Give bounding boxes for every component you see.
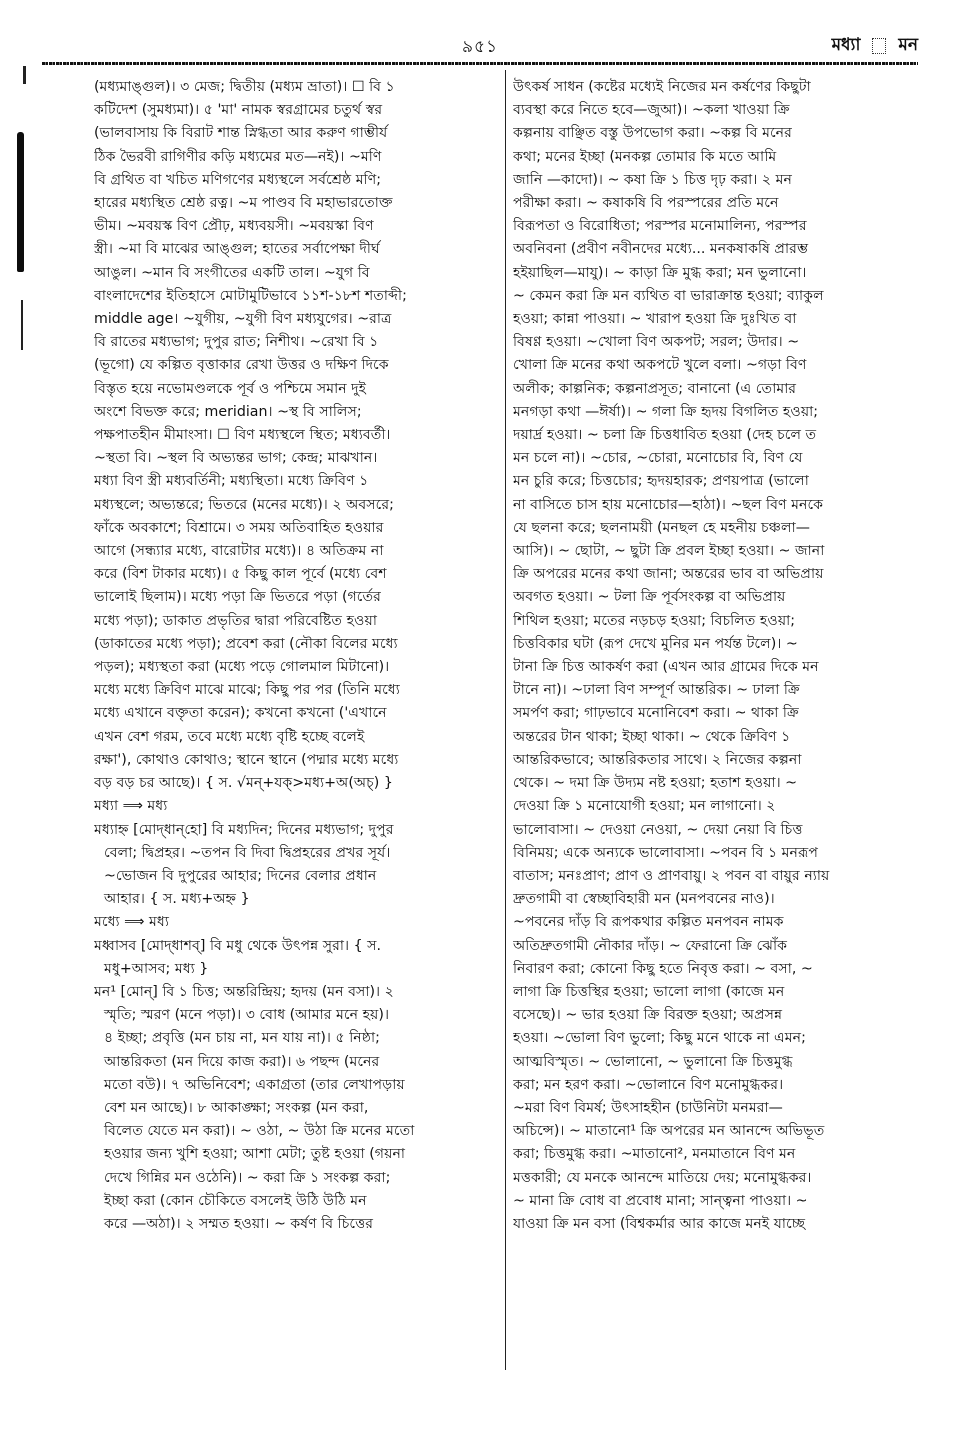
scan-speck [23,66,26,84]
scan-edge-mark [17,132,24,272]
dictionary-line: থেকে। ~ দমা ক্রি উদ্যম নষ্ট হওয়া; হতাশ হওয়া। ~ [513,775,798,792]
dictionary-line: (ভূগো) যে কল্পিত বৃত্তাকার রেখা উত্তর ও দক্ষিণ দিকে [94,357,389,374]
dictionary-line: বিরূপতা ও বিরোধিতা; পরস্পর মনোমালিন্য, পরস্পর [513,218,807,235]
dictionary-line: শিথিল হওয়া; মতের নড়চড় হওয়া; বিচলিত হওয়া; [513,612,796,629]
column-divider [505,70,506,1370]
dictionary-line: খোলা ক্রি মনের কথা অকপটে খুলে বলা। ~গড়া বিণ [513,357,807,374]
dictionary-line: হারের মধ্যস্থিত শ্রেষ্ঠ রত্ন। ~ম পাণ্ডব বি মহাভারতোক্ত [94,195,393,212]
dictionary-line: স্মৃতি; স্মরণ (মনে পড়া)। ৩ বোধ (আমার মনে হয়)। [104,1007,390,1024]
dictionary-line: আগে (সন্ধ্যার মধ্যে, বারোটার মধ্যে)। ৪ অতিক্রম না [94,543,384,560]
dictionary-line: এখন বেশ গরম, তবে মধ্যে মধ্যে বৃষ্টি হচ্ছে বলেই [94,728,365,745]
dictionary-line: আত্মবিস্মৃত। ~ ভোলানো, ~ ভুলানো ক্রি চিত্তমুগ্ধ [513,1053,793,1070]
dictionary-line: অংশে বিভক্ত করে; meridian। ~স্থ বি সালিস; [94,403,362,420]
dictionary-line: চিত্তবিকার ঘটা (রূপ দেখে মুনির মন পর্যন্ত টলে)। ~ [513,635,798,652]
dictionary-line: স্ত্রী। ~মা বি মাঝের আঙ্গুল; হাতের সর্বাপেক্ষা দীর্ঘ [94,241,380,258]
dictionary-line: ~ কেমন করা ক্রি মন ব্যথিত বা ভারাক্রান্ত হওয়া; ব্যাকুল [513,287,824,304]
dictionary-line: ~স্থতা বি। ~স্থল বি অভ্যন্তর ভাগ; কেন্দ্র; মাঝখান। [94,450,378,467]
dictionary-line: টানা ক্রি চিত্ত আকর্ষণ করা (এখন আর গ্রামের দিকে মন [513,659,819,676]
dictionary-line: (ডাকাতের মধ্যে পড়া); প্রবেশ করা (নৌকা বিলের মধ্যে [94,635,398,652]
dictionary-line: জানি —কাদো)। ~ কষা ক্রি ১ চিত্ত দৃঢ় করা। ২ মন [513,171,792,188]
dictionary-line: পড়ল); মধ্যস্থতা করা (মধ্যে পড়ে গোলমাল মিটানো)। [94,659,390,676]
dictionary-line: হওয়ার জন্য খুশি হওয়া; আশা মেটা; তুষ্ট হওয়া (গয়না [104,1146,406,1163]
dictionary-line: লাগা ক্রি চিত্তস্থির হওয়া; ভালো লাগা (কাজে মন [513,983,785,1000]
dictionary-line: অবনিবনা (প্রবীণ নবীনদের মধ্যে... মনকষাকষি প্রারম্ভ [513,241,809,258]
dictionary-line: অন্তরের টান থাকা; ইচ্ছা থাকা। ~ থেকে ক্রিবিণ ১ [513,728,791,745]
dictionary-line: দয়ার্দ্র হওয়া। ~ চলা ক্রি চিত্তধাবিত হওয়া (দেহ চলে ত [513,427,817,444]
dictionary-line: মধ্যে এখানে বক্তৃতা করেন); কখনো কখনো ('এখানে [94,705,387,722]
dictionary-line: হইয়াছিল—মাযু)। ~ কাড়া ক্রি মুগ্ধ করা; মন ভুলানো। [513,264,807,281]
dictionary-line: ~ভোজন বি দুপুরের আহার; দিনের বেলার প্রধান [104,867,377,884]
right-column [513,76,918,1236]
dictionary-line: আঙুল। ~মান বি সংগীতের একটি তাল। ~যুগ বি [94,264,370,281]
dictionary-line: আন্তরিকতা (মন দিয়ে কাজ করা)। ৬ পছন্দ (মনের [104,1053,380,1070]
dictionary-line: মধ্যা বিণ স্ত্রী মধ্যবর্তিনী; মধ্যস্থিতা। মধ্যে ক্রিবিণ ১ [94,473,369,490]
dictionary-line: মন¹ [মোন্‌] বি ১ চিত্ত; অন্তরিন্দ্রিয়; হৃদয় (মন বসা)। ২ [94,983,394,1000]
dictionary-line: বেশ মন আছে)। ৮ আকাঙ্ক্ষা; সংকল্প (মন করা, [104,1099,369,1116]
dictionary-line: বিনিময়; একে অন্যকে ভালোবাসা। ~পবন বি ১ মনরূপ [513,844,818,861]
dotted-box-icon [872,38,886,54]
dictionary-line: করা; মন হরণ করা। ~ভোলানে বিণ মনোমুগ্ধকর। [513,1076,784,1093]
dictionary-line: মত্তকারী; যে মনকে আনন্দে মাতিয়ে দেয়; মনোমুগ্ধকর। [513,1169,812,1186]
dictionary-line: বি রাতের মধ্যভাগ; দুপুর রাত; নিশীথ। ~রেখা বি ১ [94,334,379,351]
dictionary-line: কথা; মনের ইচ্ছা (মনকল্প তোমার কি মতে আমি [513,148,777,165]
dictionary-line: ৪ ইচ্ছা; প্রবৃত্তি (মন চায় না, মন যায় না)। ৫ নিষ্ঠা; [104,1030,380,1047]
dictionary-line: আসি)। ~ ছোটা, ~ ছুটা ক্রি প্রবল ইচ্ছা হওয়া। ~ জানা [513,543,825,560]
dictionary-line: ভীম। ~মবয়স্ক বিণ প্রৌঢ়, মধ্যবয়সী। ~মবয়স্কা বিণ [94,218,374,235]
dictionary-line: বি গ্রথিত বা খচিত মণিগণের মধ্যস্থলে সর্বশ্রেষ্ঠ মণি; [94,171,382,188]
dictionary-line: (ভালবাসায় কি বিরাট শান্ত স্নিগ্ধতা আর করুণ গাম্ভীর্য [94,125,388,142]
dictionary-line: রক্ষা'), কোথাও কোথাও; স্থানে স্থানে (পদ্মার মধ্যে মধ্যে [94,751,399,768]
dictionary-line: মধ্যে মধ্যে ক্রিবিণ মাঝে মাঝে; কিছু পর পর (তিনি মধ্যে [94,682,400,699]
dictionary-line: ইচ্ছা করা (কোন চৌকিতে বসলেই উঠি উঠি মন [104,1192,367,1209]
left-column [94,76,499,1236]
dictionary-line: ক্রি অপরের মনের কথা জানা; অন্তরের ভাব বা অভিপ্রায় [513,566,824,583]
dictionary-line: বিলেত যেতে মন করা)। ~ ওঠা, ~ উঠা ক্রি মনের মতো [104,1123,415,1140]
dictionary-line: অতিদ্রুতগামী নৌকার দাঁড়। ~ ফেরানো ক্রি ঝোঁক [513,937,788,954]
dictionary-line: পক্ষপাতহীন মীমাংসা। ☐ বিণ মধ্যস্থলে স্থিত; মধ্যবর্তী। [94,427,391,444]
dictionary-line: দেখে গিন্নির মন ওঠেনি)। ~ করা ক্রি ১ সংকল্প করা; [104,1169,391,1186]
dictionary-line: আন্তরিকভাবে; আন্তরিকতার সাথে। ২ নিজের কল্পনা [513,751,802,768]
dictionary-line: বাতাস; মনঃপ্রাণ; প্রাণ ও প্রাণবায়ু। ২ পবন বা বায়ুর ন্যায় [513,867,830,884]
dictionary-line: দেওয়া ক্রি ১ মনোযোগী হওয়া; মন লাগানো। ২ [513,798,776,815]
dictionary-line: কল্পনায় বাঞ্ছিত বস্তু উপভোগ করা। ~কল্প বি মনের [513,125,792,142]
dictionary-line: বিষণ্ণ হওয়া। ~খোলা বিণ অকপট; সরল; উদার। ~ [513,334,800,351]
dictionary-line: মধ্যস্থলে; অভ্যন্তরে; ভিতরে (মনের মধ্যে)। ২ অবসরে; [94,496,394,513]
dictionary-line: ~মরা বিণ বিমর্ষ; উৎসাহহীন (চাউনিটা মনমরা— [513,1099,783,1116]
dictionary-line: ঠিক ভৈরবী রাগিণীর কড়ি মধ্যমের মত—নই)। ~মণি [94,148,382,165]
dictionary-line: করে —অঠা)। ২ সম্মত হওয়া। ~ কর্ষণ বি চিত্তের [104,1215,374,1232]
dictionary-line: দ্রুতগামী বা স্বেচ্ছাবিহারী মন (মনপবনের নাও)। [513,891,775,908]
scan-speck [21,300,23,350]
dictionary-line: বড় বড় চর আছে)। { স. √মন্+যক্>মধ্য+অ(অচ্) } [94,775,393,792]
dictionary-line: বেলা; দ্বিপ্রহর। ~তপন বি দিবা দ্বিপ্রহরের প্রখর সূর্য। [104,844,391,861]
dictionary-line: অবগত হওয়া। ~ টলা ক্রি পূর্বসংকল্প বা অভিপ্রায় [513,589,786,606]
dictionary-line: মধ্যে পড়া); ডাকাত প্রভৃতির দ্বারা পরিবেষ্টিত হওয়া [94,612,377,629]
dictionary-line: উৎকর্ষ সাধন (কষ্টের মধ্যেই নিজের মন কর্ষণের কিছুটা [513,79,811,95]
dictionary-line: কটিদেশ (সুমধ্যমা)। ৫ 'মা' নামক স্বরগ্রামের চতুর্থ স্বর [94,102,383,119]
dictionary-line: টানে না)। ~ঢালা বিণ সম্পূর্ণ আন্তরিক। ~ ঢালা ক্রি [513,682,800,699]
dictionary-line: ~ মানা ক্রি বোধ বা প্রবোধ মানা; সান্ত্বনা পাওয়া। ~ [513,1192,808,1209]
dictionary-line: বিস্তৃত হয়ে নভোমণ্ডলকে পূর্ব ও পশ্চিমে সমান দুই [94,380,366,397]
dictionary-line: অচিন্সে)। ~ মাতানো¹ ক্রি অপরের মন আনন্দে অভিভূত [513,1123,825,1140]
dictionary-line: হওয়া। ~ভোলা বিণ ভুলো; কিছু মনে থাকে না এমন; [513,1030,806,1047]
dictionary-line: মধ্যে ⟹ মধ্য [94,914,169,931]
running-head-first-word: মধ্যা [831,35,861,55]
header-rule [42,62,918,65]
dictionary-line: বাংলাদেশের ইতিহাসে মোটামুটিভাবে ১১শ-১৮শ শতাব্দী; [94,287,407,304]
dictionary-line: মধ্যাহ্ন [মোদ্‌ধান্‌হো] বি মধ্যদিন; দিনের মধ্যভাগ; দুপুর [94,821,394,838]
page-number: ৯৫১ [461,37,499,57]
dictionary-line: মধু+আসব; মধ্য } [104,960,209,977]
dictionary-line: মতো বউ)। ৭ অভিনিবেশ; একাগ্রতা (তার লেখাপড়ায় [104,1076,405,1093]
dictionary-line: ব্যবস্থা করে নিতে হবে—জুআ)। ~কলা খাওয়া ক্রি [513,102,790,119]
dictionary-line: ভালোই ছিলাম)। মধ্যে পড়া ক্রি ভিতরে পড়া (গর্তের [94,589,381,606]
dictionary-line: মনগড়া কথা —ঈর্ষা)। ~ গলা ক্রি হৃদয় বিগলিত হওয়া; [513,403,819,420]
dictionary-line: হওয়া; কান্না পাওয়া। ~ খারাপ হওয়া ক্রি দুঃখিত বা [513,311,797,328]
dictionary-line: (মধ্যমাঙ্গুল)। ৩ মেজ; দ্বিতীয় (মধ্যম ভ্রাতা)। ☐ বি ১ [94,79,395,95]
dictionary-line: middle age। ~যুগীয়, ~যুগী বিণ মধ্যযুগের। ~রাত্র [94,311,392,328]
dictionary-line: মন চলে না)। ~চোর, ~চোরা, মনোচোর বি, বিণ যে [513,450,803,467]
dictionary-line: পরীক্ষা করা। ~ কষাকষি বি পরস্পরের প্রতি মনে [513,195,779,212]
dictionary-line: করে (বিশ টাকার মধ্যে)। ৫ কিছু কাল পূর্বে (মধ্যে বেশ [94,566,387,583]
dictionary-line: যাওয়া ক্রি মন বসা (বিশ্বকর্মার আর কাজে মনই যাচ্ছে [513,1215,806,1232]
dictionary-line: ~পবনের দাঁড় বি রূপকথার কল্পিত মনপবন নামক [513,914,784,931]
dictionary-line: সমর্পণ করা; গাঢ়ভাবে মনোনিবেশ করা। ~ থাকা ক্রি [513,705,799,722]
dictionary-line: মধ্বাসব [মোদ্‌ধাশব্‌] বি মধু থেকে উৎপন্ন সুরা। { স. [94,937,382,954]
running-head [832,32,918,60]
dictionary-line: নিবারণ করা; কোনো কিছু হতে নিবৃত্ত করা। ~ বসা, ~ [513,960,813,977]
dictionary-line: যে ছলনা করে; ছলনাময়ী (মনছল হে মহনীয় চঞ্চলা— [513,519,810,536]
dictionary-line: অলীক; কাল্পনিক; কল্পনাপ্রসূত; বানানো (এ তোমার [513,380,797,397]
dictionary-line: না বাসিতে চাস হায় মনোচোর—হাঠা)। ~ছল বিণ মনকে [513,496,824,513]
dictionary-line: মধ্যা ⟹ মধ্য [94,798,168,815]
dictionary-line: মন চুরি করে; চিত্তচোর; হৃদয়হারক; প্রণয়পাত্র (ভালো [513,473,809,490]
dictionary-line: বসেছে)। ~ ভার হওয়া ক্রি বিরক্ত হওয়া; অপ্রসন্ন [513,1007,783,1024]
dictionary-line: করা; চিত্তমুগ্ধ করা। ~মাতানো², মনমাতানে বিণ মন [513,1146,796,1163]
dictionary-line: ফাঁকে অবকাশে; বিশ্রামে। ৩ সময় অতিবাহিত হওয়ার [94,519,384,536]
running-head-last-word: মন [898,35,918,55]
dictionary-line: ভালোবাসা। ~ দেওয়া নেওয়া, ~ দেয়া নেয়া বি চিত্ত [513,821,803,838]
dictionary-line: আহার। { স. মধ্য+অহ্ন } [104,891,250,908]
